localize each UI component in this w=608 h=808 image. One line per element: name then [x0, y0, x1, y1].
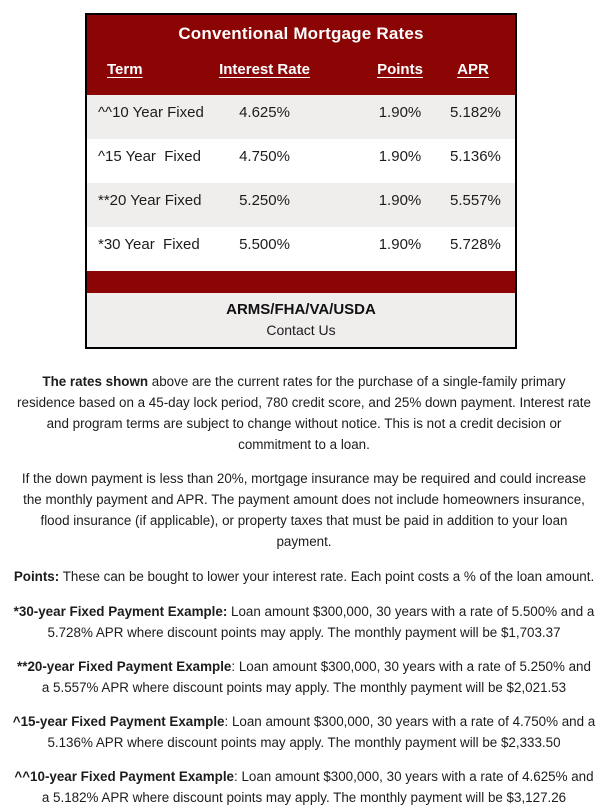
column-spacer	[317, 61, 350, 78]
disclosure-rest: above are the current rates for the purchase of a single-family primary residence based on a 45-day lock period, 780 credit score, and 25% down payment. Interest rate and program terms are subject to change without notice. This is not a credit decision or commitment to a loan.	[17, 374, 591, 452]
apr-cell: 5.728%	[450, 235, 501, 253]
payment-example-20yr	[12, 656, 596, 698]
table-row	[87, 183, 515, 227]
example-rest: : Loan amount $300,000, 30 years with a rate of 4.750% and a 5.136% APR where discount points may apply. The monthly payment will be $2,333.50	[47, 714, 596, 750]
payment-example-30yr	[12, 601, 596, 643]
example-lead: **20-year Fixed Payment Example	[17, 659, 232, 674]
table-row	[87, 95, 515, 139]
points-note	[12, 566, 596, 587]
rate-cell: 5.250%	[239, 191, 290, 209]
example-rest: : Loan amount $300,000, 30 years with a rate of 5.250% and a 5.557% APR where discount points may apply. The monthly payment will be $2,021.53	[41, 659, 591, 695]
points-note-rest: These can be bought to lower your interest rate. Each point costs a % of the loan amount.	[59, 569, 595, 584]
term-cell: ^^10 Year Fixed	[98, 103, 204, 121]
payment-example-10yr	[12, 766, 596, 808]
apr-cell: 5.136%	[450, 147, 501, 165]
points-cell: 1.90%	[378, 191, 422, 209]
term-cell: ^15 Year Fixed	[98, 147, 201, 165]
other-programs-label: ARMS/FHA/VA/USDA	[226, 301, 376, 318]
apr-cell: 5.182%	[450, 103, 501, 121]
example-lead: ^15-year Fixed Payment Example	[12, 714, 225, 729]
column-header-row	[87, 61, 515, 78]
column-header-apr: APR	[457, 61, 489, 78]
points-note-lead: Points:	[13, 569, 60, 584]
spacer-cell	[317, 244, 350, 254]
mortgage-insurance-note: If the down payment is less than 20%, mortgage insurance may be required and could increase the monthly payment and APR. The payment amount does not include homeowners insurance, flood insurance (if applicable), or property taxes that must be paid in addition to your loan payment.	[21, 471, 587, 549]
apr-cell: 5.557%	[450, 191, 501, 209]
spacer-cell	[317, 156, 350, 166]
table-row	[87, 139, 515, 183]
spacer-cell	[317, 200, 350, 210]
red-separator-bar	[87, 271, 515, 293]
column-header-interest-rate: Interest Rate	[219, 61, 310, 78]
disclosure-notes	[0, 349, 608, 808]
disclosure-lead: The rates shown	[42, 374, 149, 389]
spacer-cell	[317, 112, 350, 122]
rate-cell: 4.625%	[239, 103, 290, 121]
table-header	[87, 15, 515, 95]
mortgage-rates-table	[85, 13, 517, 349]
points-cell: 1.90%	[378, 103, 422, 121]
rates-disclosure-paragraph	[12, 371, 596, 455]
contact-us-link[interactable]: Contact Us	[266, 322, 336, 338]
example-lead: ^^10-year Fixed Payment Example	[14, 769, 234, 784]
column-header-points: Points	[377, 61, 423, 78]
term-cell: *30 Year Fixed	[98, 235, 200, 253]
rate-cell: 5.500%	[239, 235, 290, 253]
table-footer	[87, 293, 515, 347]
example-lead: *30-year Fixed Payment Example:	[13, 604, 228, 619]
points-cell: 1.90%	[378, 147, 422, 165]
column-header-term: Term	[107, 61, 143, 78]
points-cell: 1.90%	[378, 235, 422, 253]
rate-cell: 4.750%	[239, 147, 290, 165]
table-title: Conventional Mortgage Rates	[178, 24, 424, 43]
table-row	[87, 227, 515, 271]
payment-example-15yr	[12, 711, 596, 753]
example-rest: Loan amount $300,000, 30 years with a rate of 5.500% and a 5.728% APR where discount points may apply. The monthly payment will be $1,703.37	[47, 604, 595, 640]
term-cell: **20 Year Fixed	[98, 191, 202, 209]
example-rest: : Loan amount $300,000, 30 years with a rate of 4.625% and a 5.182% APR where discount points may apply. The monthly payment will be $3,127.26	[41, 769, 594, 805]
